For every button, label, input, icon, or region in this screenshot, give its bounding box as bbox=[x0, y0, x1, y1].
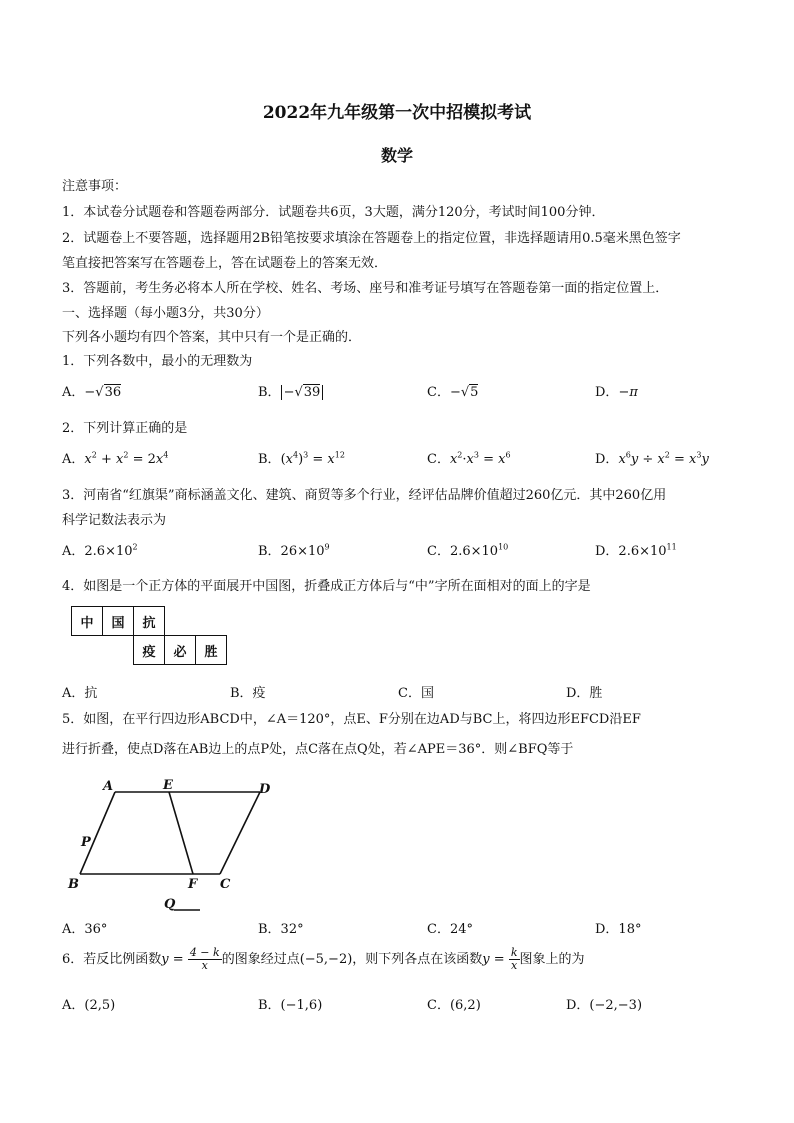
vertex-label-d: D bbox=[259, 782, 271, 797]
q4-option-d: D．胜 bbox=[566, 686, 603, 701]
q5-option-d: D．18° bbox=[595, 922, 642, 937]
fraction: $\frac{k}{x}$ bbox=[510, 946, 518, 972]
vertex-label-a: A bbox=[103, 779, 114, 794]
side-dc bbox=[220, 792, 260, 874]
q3-option-d: D．$2.6\times 10^{11}$ bbox=[595, 542, 677, 559]
parallelogram-figure bbox=[60, 772, 290, 920]
q6-stem: 6．若反比例函数y = $\frac{4 - k}{x}$ 的图象经过点(−5,−2)，则下列各点在该函数y = $\frac{k}{x}$ 图象上的为 bbox=[62, 946, 585, 972]
q5-option-c: C．24° bbox=[427, 922, 473, 937]
vertex-label-q: Q bbox=[164, 897, 176, 912]
cube-face: 必 bbox=[165, 636, 196, 665]
q6-option-a: A．(2,5) bbox=[62, 998, 116, 1013]
q4-option-b: B．疫 bbox=[230, 686, 266, 701]
section-heading: 一、选择题（每小题3分，共30分） bbox=[62, 306, 269, 321]
vertex-label-p: P bbox=[81, 835, 91, 850]
q1-option-d: D．−π bbox=[595, 385, 638, 400]
q2-option-b: B．$(x^4)^3 = x^{12}$ bbox=[258, 450, 345, 467]
cube-face: 疫 bbox=[134, 636, 165, 665]
q3-option-c: C．$2.6\times 10^{10}$ bbox=[427, 542, 509, 559]
q5-option-a: A．36° bbox=[62, 922, 108, 937]
side-ba bbox=[80, 792, 115, 874]
q3-option-a: A．$2.6\times 10^2$ bbox=[62, 542, 138, 559]
notice-item: 2．试题卷上不要答题，选择题用2B铅笔按要求填涂在答题卷上的指定位置，非选择题请用0.5毫米黑色签字 bbox=[62, 231, 681, 246]
exam-subject: 数学 bbox=[380, 146, 413, 165]
q3-stem: 3．河南省“红旗渠”商标涵盖文化、建筑、商贸等多个行业，经评估品牌价值超过260亿元．其中260亿用 bbox=[62, 488, 667, 503]
exam-title: 2022年九年级第一次中招模拟考试 bbox=[262, 103, 532, 123]
q4-option-c: C．国 bbox=[398, 686, 434, 701]
q2-option-d: D．$x^6y \div x^2 = x^3y$ bbox=[595, 450, 709, 467]
q2-option-c: C．$x^2\cdot x^3 = x^6$ bbox=[427, 450, 511, 467]
cube-face: 抗 bbox=[134, 607, 165, 636]
q4-option-a: A．抗 bbox=[62, 686, 98, 701]
section-intro: 下列各小题均有四个答案，其中只有一个是正确的． bbox=[62, 330, 362, 345]
q1-stem: 1．下列各数中，最小的无理数为 bbox=[62, 354, 253, 369]
cube-face: 中 bbox=[72, 607, 103, 636]
vertex-label-e: E bbox=[163, 778, 173, 793]
q2-option-a: A．$x^2 + x^2 = 2x^4$ bbox=[62, 450, 169, 467]
notice-heading: 注意事项： bbox=[62, 179, 128, 194]
q1-option-c: C．−√5 bbox=[427, 385, 479, 400]
fold-line-ef bbox=[169, 792, 193, 874]
vertex-label-f: F bbox=[188, 877, 198, 892]
cube-face: 胜 bbox=[196, 636, 227, 665]
q3-option-b: B．$26\times 10^9$ bbox=[258, 542, 330, 559]
q1-option-a: A．−√36 bbox=[62, 385, 122, 400]
vertex-label-b: B bbox=[68, 877, 79, 892]
q6-option-b: B．(−1,6) bbox=[258, 998, 323, 1013]
notice-item: 笔直接把答案写在答题卷上，答在试题卷上的答案无效． bbox=[62, 256, 388, 271]
q5-stem: 5．如图，在平行四边形ABCD中，∠A＝120°，点E、F分别在边AD与BC上，将四边形EFCD沿EF bbox=[62, 712, 641, 727]
cube-net bbox=[71, 606, 227, 665]
notice-item: 1．本试卷分试题卷和答题卷两部分．试题卷共6页，3大题，满分120分，考试时间100分钟． bbox=[62, 205, 605, 220]
q6-option-d: D．(−2,−3) bbox=[566, 998, 643, 1013]
q3-stem: 科学记数法表示为 bbox=[62, 513, 167, 528]
q6-option-c: C．(6,2) bbox=[427, 998, 481, 1013]
cube-face: 国 bbox=[103, 607, 134, 636]
q5-stem: 进行折叠，使点D落在AB边上的点P处，点C落在点Q处，若∠APE＝36°．则∠BFQ等于 bbox=[62, 742, 574, 757]
q5-option-b: B．32° bbox=[258, 922, 304, 937]
notice-item: 3．答题前，考生务必将本人所在学校、姓名、考场、座号和准考证号填写在答题卷第一面的指定位置上． bbox=[62, 281, 669, 296]
vertex-label-c: C bbox=[220, 877, 231, 892]
q1-option-b: B． −√39 bbox=[258, 381, 323, 400]
q2-stem: 2．下列计算正确的是 bbox=[62, 421, 188, 436]
fraction: $\frac{4 - k}{x}$ bbox=[189, 946, 220, 972]
q4-stem: 4．如图是一个正方体的平面展开中国图，折叠成正方体后与“中”字所在面相对的面上的字是 bbox=[62, 579, 591, 594]
